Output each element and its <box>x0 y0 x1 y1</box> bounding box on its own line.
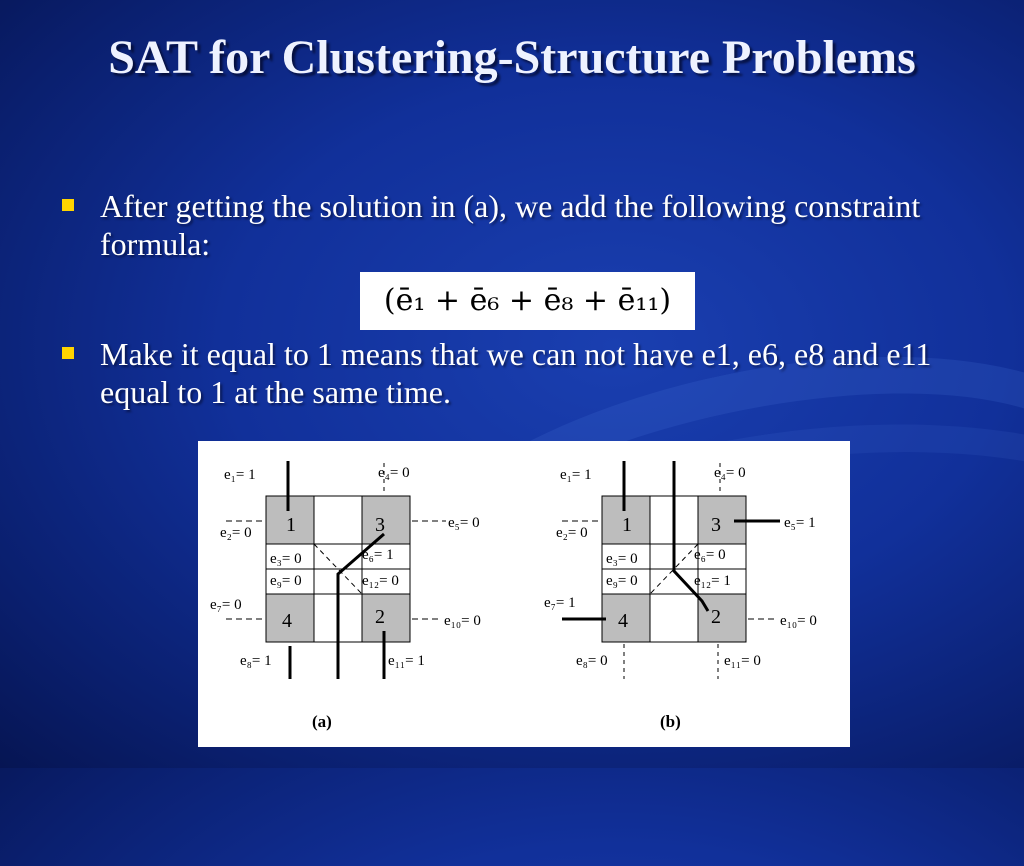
edge-label-e3: e₃= 0 <box>270 551 302 567</box>
cell-label-2: 2 <box>375 606 385 628</box>
edge-label-e12: e₁₂= 0 <box>362 573 399 589</box>
panel-a <box>210 461 481 731</box>
panel-b-caption: (b) <box>660 712 681 731</box>
cell-label-1: 1 <box>286 514 296 536</box>
constraint-formula: (ē₁ + ē₆ + ē₈ + ē₁₁) <box>360 272 695 330</box>
cell-2 <box>362 594 410 642</box>
edge-label-e10: e₁₀= 0 <box>780 613 817 629</box>
bullet-item-1 <box>62 187 962 263</box>
cell-2 <box>698 594 746 642</box>
cell-label-3: 3 <box>711 514 721 536</box>
edge-label-e2: e₂= 0 <box>556 525 588 541</box>
edge-label-e3: e₃= 0 <box>606 551 638 567</box>
edge-label-e5: e₅= 1 <box>784 515 816 531</box>
edge-label-e8: e₈= 0 <box>576 653 608 669</box>
edge-label-e9: e₉= 0 <box>270 573 302 589</box>
bullet-text: Make it equal to 1 means that we can not have e1, e6, e8 and e11 equal to 1 at the same time. <box>100 336 932 410</box>
edge-label-e5: e₅= 0 <box>448 515 480 531</box>
cell-label-4: 4 <box>618 610 628 632</box>
edge-label-e4: e₄= 0 <box>378 465 410 481</box>
cell-empty <box>314 496 362 544</box>
cell-label-1: 1 <box>622 514 632 536</box>
cell-empty <box>650 594 698 642</box>
edge-label-e2: e₂= 0 <box>220 525 252 541</box>
edge-label-e6: e₆= 1 <box>362 547 394 563</box>
bullet-text: After getting the solution in (a), we add the following constraint formula: <box>100 188 921 262</box>
edge-label-e1: e₁= 1 <box>560 467 592 483</box>
edge-label-e6: e₆= 0 <box>694 547 726 563</box>
edge-label-e9: e₉= 0 <box>606 573 638 589</box>
edge-label-e8: e₈= 1 <box>240 653 272 669</box>
panel-b <box>544 461 817 731</box>
cell-label-4: 4 <box>282 610 292 632</box>
clustering-figure <box>198 441 850 747</box>
bullet-item-2 <box>62 335 962 411</box>
cell-3 <box>362 496 410 544</box>
edge-label-e10: e₁₀= 0 <box>444 613 481 629</box>
cell-label-2: 2 <box>711 606 721 628</box>
edge-label-e7: e₇= 1 <box>544 595 576 611</box>
edge-label-e4: e₄= 0 <box>714 465 746 481</box>
bullet-marker <box>62 347 74 359</box>
edge-label-e1: e₁= 1 <box>224 467 256 483</box>
cell-label-3: 3 <box>375 514 385 536</box>
edge-label-e11: e₁₁= 1 <box>388 653 425 669</box>
clustering-diagram <box>198 441 850 747</box>
slide-title: SAT for Clustering-Structure Problems <box>108 31 916 84</box>
edge-label-e11: e₁₁= 0 <box>724 653 761 669</box>
edge-label-e7: e₇= 0 <box>210 597 242 613</box>
bullet-marker <box>62 199 74 211</box>
panel-a-caption: (a) <box>312 712 332 731</box>
edge-label-e12: e₁₂= 1 <box>694 573 731 589</box>
